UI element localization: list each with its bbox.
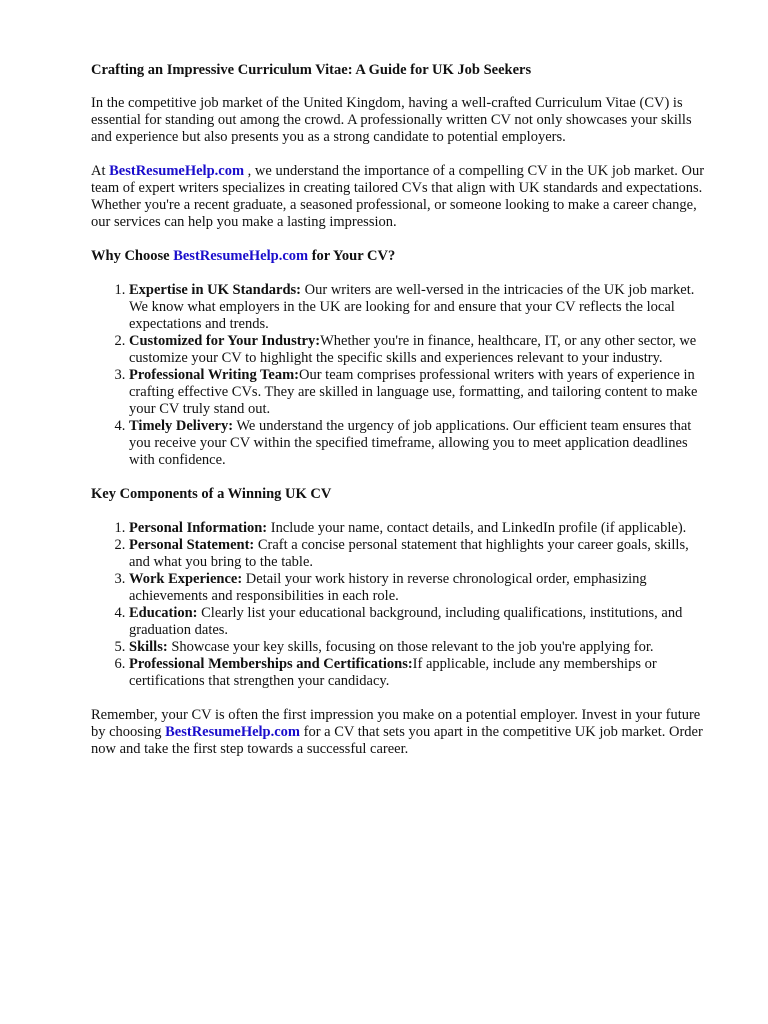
list-item [129,418,712,469]
about-paragraph [91,163,712,231]
about-prefix: At [91,163,110,179]
list-item-text: If applicable, include any memberships or certifications that strengthen your candidacy. [129,656,657,689]
list-item [129,605,712,639]
closing-suffix: for a CV that sets you apart in the competitive UK job market. Order now and take the first step towards a successful career. [91,724,703,757]
list-item [129,282,712,333]
list-item-text: Detail your work history in reverse chronological order, emphasizing achievements and responsibilities in each role. [129,571,647,604]
list-item-label: Expertise in UK Standards: [129,282,302,298]
list-item-label: Personal Information: [129,520,268,536]
list-item-text: Showcase your key skills, focusing on those relevant to the job you're applying for. [167,639,654,655]
list-item [129,656,712,690]
list-item-label: Timely Delivery: [129,418,234,434]
list-item-text: We understand the urgency of job applications. Our efficient team ensures that you receive your CV within the specified timeframe, allowing you to meet application deadlines with confidence. [129,418,692,468]
list-item-text: Clearly list your educational background, including qualifications, institutions, and graduation dates. [129,605,683,638]
list-item-label: Professional Memberships and Certifications: [129,656,413,672]
list-item-label: Work Experience: [129,571,243,587]
why-list [91,282,712,469]
why-heading-prefix: Why Choose [91,248,174,264]
why-heading [91,248,712,265]
components-list [91,520,712,690]
list-item-label: Skills: [129,639,168,655]
closing-prefix: Remember, your CV is often the first impression you make on a potential employer. Invest in your future by choosing [91,707,701,740]
closing-link[interactable]: BestResumeHelp.com [165,724,301,740]
list-item [129,520,712,537]
list-item [129,333,712,367]
intro-paragraph: In the competitive job market of the United Kingdom, having a well-crafted Curriculum Vitae (CV) is essential for standing out among the crowd. A professionally written CV not only showcases your skills and experience but also presents you as a strong candidate to potential employers. [91,95,692,145]
list-item-label: Professional Writing Team: [129,367,299,383]
list-item-text: Whether you're in finance, healthcare, IT, or any other sector, we customize your CV to highlight the specific skills and experiences relevant to your industry. [129,333,697,366]
about-link[interactable]: BestResumeHelp.com [109,163,245,179]
why-heading-suffix: for Your CV? [308,248,396,264]
list-item [129,537,712,571]
closing-paragraph [91,707,712,758]
about-text: , we understand the importance of a compelling CV in the UK job market. Our team of expert writers specializes in creating tailored CVs that align with UK standards and expectations. Whether you're a recent graduate, a seasoned professional, or someone looking to make a career change, our services can help you make a lasting impression. [91,163,705,230]
list-item-text: Include your name, contact details, and LinkedIn profile (if applicable). [267,520,687,536]
list-item [129,639,712,656]
list-item-label: Education: [129,605,198,621]
why-heading-link[interactable]: BestResumeHelp.com [173,248,309,264]
components-heading: Key Components of a Winning UK CV [91,486,332,502]
list-item [129,367,712,418]
document-title: Crafting an Impressive Curriculum Vitae: A Guide for UK Job Seekers [91,62,532,78]
list-item-label: Personal Statement: [129,537,255,553]
list-item-text: Craft a concise personal statement that highlights your career goals, skills, and what you bring to the table. [129,537,689,570]
list-item-text: Our team comprises professional writers with years of experience in crafting effective CVs. They are skilled in language use, formatting, and tailoring content to make your CV truly stand out. [129,367,698,417]
list-item [129,571,712,605]
list-item-text: Our writers are well-versed in the intricacies of the UK job market. We know what employers in the UK are looking for and ensure that your CV reflects the local expectations and trends. [129,282,695,332]
list-item-label: Customized for Your Industry: [129,333,321,349]
